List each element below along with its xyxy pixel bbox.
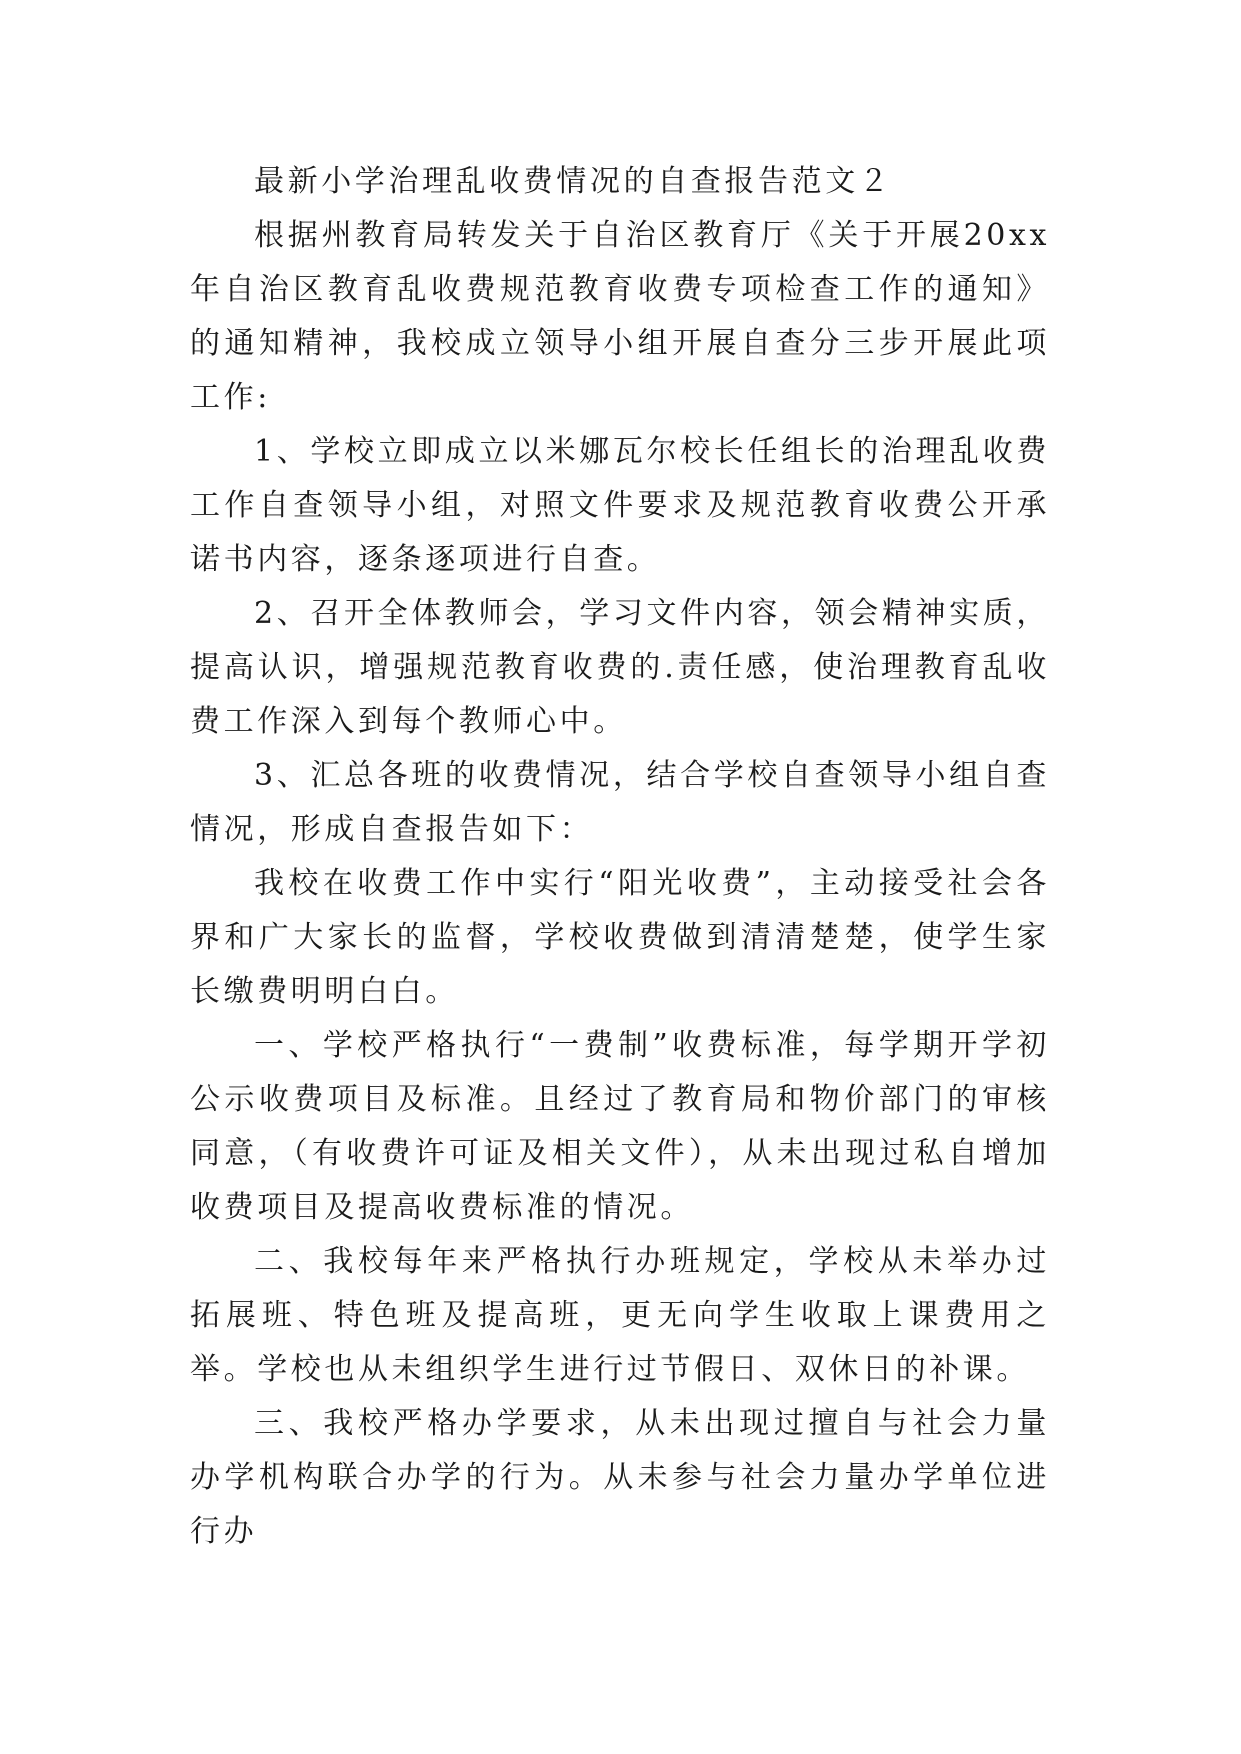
document-title: 最新小学治理乱收费情况的自查报告范文２ — [254, 164, 893, 199]
document-body — [190, 155, 1050, 1559]
paragraph: 三、我校严格办学要求，从未出现过擅自与社会力量办学机构联合办学的行为。从未参与社会力量办学单位进行办 — [190, 1406, 1050, 1549]
paragraph: 二、我校每年来严格执行办班规定，学校从未举办过拓展班、特色班及提高班，更无向学生收取上课费用之举。学校也从未组织学生进行过节假日、双休日的补课。 — [190, 1244, 1050, 1387]
paragraph: 1、学校立即成立以米娜瓦尔校长任组长的治理乱收费工作自查领导小组，对照文件要求及规范教育收费公开承诺书内容，逐条逐项进行自查。 — [190, 434, 1050, 577]
paragraph: 一、学校严格执行“一费制”收费标准，每学期开学初公示收费项目及标准。且经过了教育局和物价部门的审核同意，（有收费许可证及相关文件），从未出现过私自增加收费项目及提高收费标准的情况。 — [190, 1028, 1050, 1225]
paragraph: 我校在收费工作中实行“阳光收费”，主动接受社会各界和广大家长的监督，学校收费做到清清楚楚，使学生家长缴费明明白白。 — [190, 866, 1050, 1009]
paragraph: 2、召开全体教师会，学习文件内容，领会精神实质，提高认识，增强规范教育收费的.责任感，使治理教育乱收费工作深入到每个教师心中。 — [190, 596, 1050, 739]
paragraph: 3、汇总各班的收费情况，结合学校自查领导小组自查情况，形成自查报告如下： — [190, 758, 1050, 847]
paragraph: 根据州教育局转发关于自治区教育厅《关于开展20xx年自治区教育乱收费规范教育收费专项检查工作的通知》的通知精神，我校成立领导小组开展自查分三步开展此项工作: — [190, 218, 1050, 415]
